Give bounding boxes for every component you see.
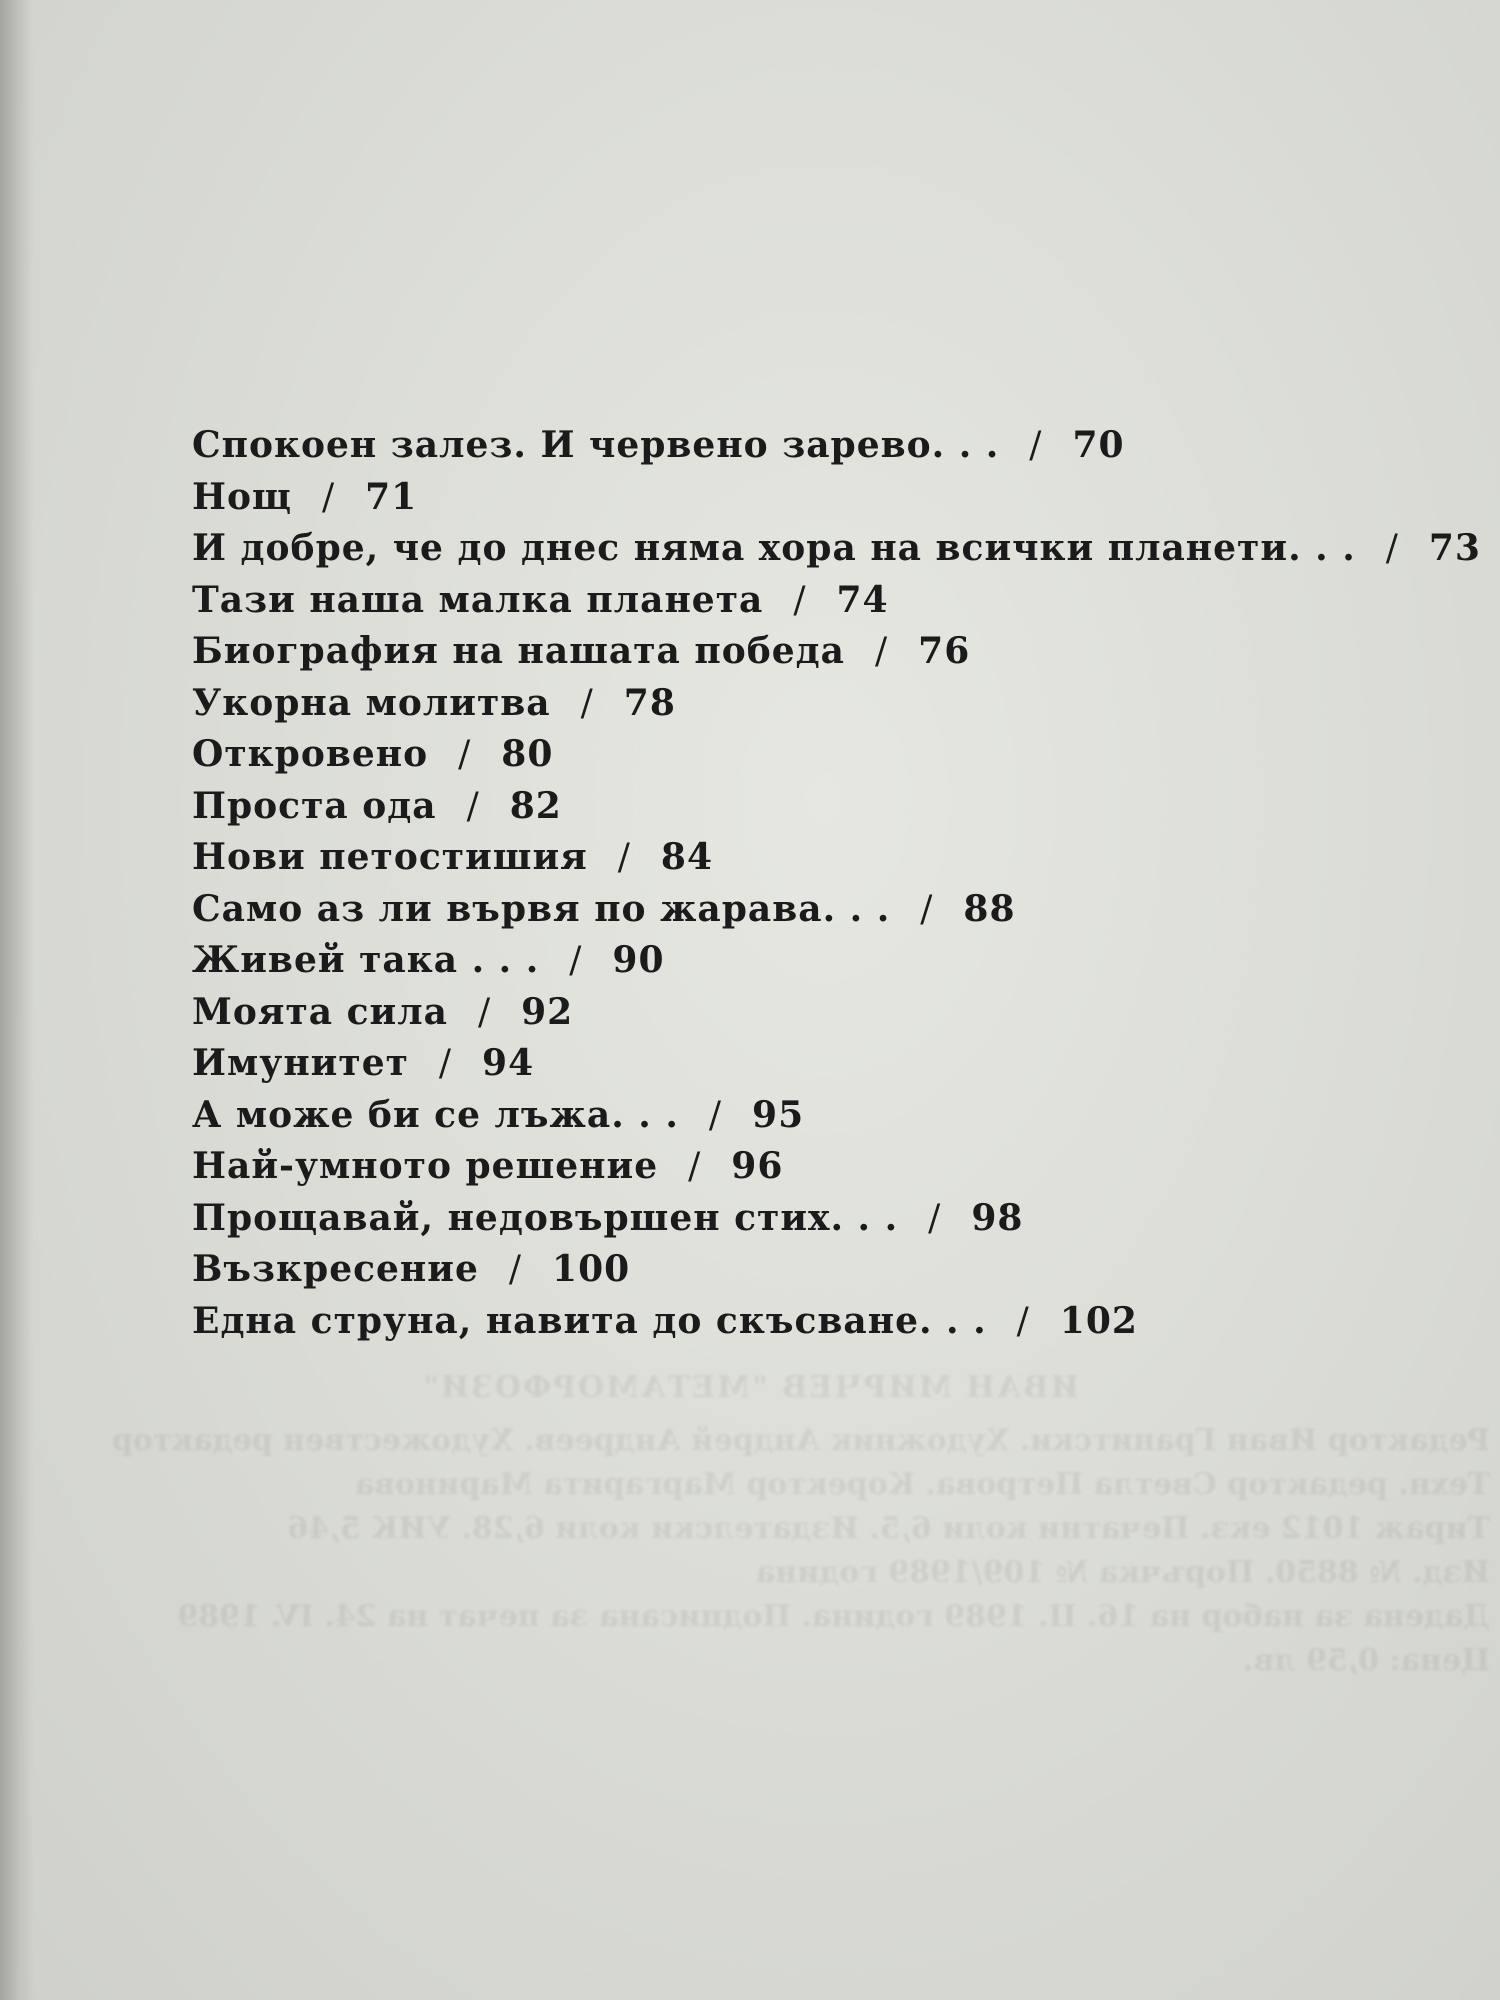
colophon-lines bbox=[10, 1419, 1490, 1683]
toc-entry-page-number: 96 bbox=[731, 1145, 784, 1187]
toc-entry-separator: / bbox=[569, 940, 583, 981]
toc-entry-separator: / bbox=[875, 631, 889, 672]
toc-entry bbox=[192, 420, 1481, 472]
toc-entry-separator: / bbox=[466, 785, 480, 827]
show-through-colophon bbox=[10, 1370, 1490, 1683]
toc-entry-page-number: 102 bbox=[1059, 1299, 1138, 1342]
toc-entry-page-number: 95 bbox=[752, 1093, 805, 1136]
toc-entry-title: Тази наша малка планета bbox=[192, 578, 764, 621]
colophon-line: Цена: 0,59 лв. bbox=[1243, 1643, 1490, 1678]
toc-entry-separator: / bbox=[928, 1197, 942, 1239]
colophon-line: Тираж 1012 екз. Печатни коли 6,5. Издателски коли 6,28. УИК 5,46 bbox=[287, 1511, 1490, 1546]
toc-entry-page-number: 94 bbox=[482, 1042, 535, 1084]
toc-entry bbox=[192, 1038, 1481, 1090]
toc-entry-page-number: 70 bbox=[1072, 424, 1125, 466]
toc-entry-page-number: 90 bbox=[612, 939, 665, 981]
toc-entry-separator: / bbox=[1385, 528, 1399, 569]
toc-entry-page-number: 88 bbox=[963, 887, 1016, 930]
toc-entry-separator: / bbox=[708, 1094, 723, 1136]
toc-entry-page-number: 76 bbox=[918, 630, 971, 672]
toc-entry bbox=[192, 729, 1481, 781]
toc-entry bbox=[192, 1296, 1481, 1348]
toc-entry-title: И добре, че до днес няма хора на всички планети. . . bbox=[192, 527, 1356, 569]
toc-entry bbox=[192, 575, 1481, 627]
colophon-line: Дадена за набор на 16. II. 1989 година. Подписана за печат на 24. IV. 1989 bbox=[177, 1599, 1490, 1634]
toc-entry-separator: / bbox=[321, 476, 336, 518]
toc-entry-separator: / bbox=[477, 991, 492, 1033]
toc-entry-separator: / bbox=[438, 1043, 453, 1084]
toc-entry-page-number: 71 bbox=[365, 475, 418, 518]
toc-entry-separator: / bbox=[920, 888, 934, 930]
toc-entry bbox=[192, 935, 1481, 987]
toc-entry-page-number: 73 bbox=[1428, 527, 1481, 569]
toc-entry-separator: / bbox=[458, 734, 472, 775]
toc-entry-separator: / bbox=[617, 837, 631, 878]
toc-entry bbox=[192, 1244, 1481, 1296]
toc-entry-title: Имунитет bbox=[192, 1042, 409, 1084]
toc-entry-page-number: 98 bbox=[971, 1196, 1024, 1239]
toc-entry bbox=[192, 523, 1481, 575]
toc-entry-page-number: 80 bbox=[501, 733, 554, 775]
toc-entry-page-number: 100 bbox=[552, 1248, 631, 1290]
toc-entry-title: Укорна молитва bbox=[192, 681, 551, 724]
toc-entry-title: Прощавай, недовършен стих. . . bbox=[192, 1196, 899, 1239]
colophon-line: Редактор Иван Гранитски. Художник Андрей Андреев. Художествен редактор bbox=[111, 1423, 1490, 1458]
toc-entry-title: Нови петостишия bbox=[192, 836, 588, 878]
toc-entry-title: Откровено bbox=[192, 733, 429, 775]
toc-entry-title: Възкресение bbox=[192, 1248, 479, 1290]
toc-entry-page-number: 78 bbox=[623, 681, 676, 724]
toc-entry bbox=[192, 832, 1481, 884]
toc-entry-title: Живей така . . . bbox=[192, 939, 540, 981]
toc-entry bbox=[192, 678, 1481, 730]
toc-entry-title: Проста ода bbox=[192, 784, 437, 827]
toc-entry bbox=[192, 1141, 1481, 1193]
toc-entry bbox=[192, 472, 1481, 524]
toc-entry bbox=[192, 884, 1481, 936]
toc-entry-title: Само аз ли вървя по жарава. . . bbox=[192, 887, 891, 930]
page-spine-shadow bbox=[0, 0, 34, 2000]
toc-entry-title: Нощ bbox=[192, 475, 292, 518]
toc-entry-title: А може би се лъжа. . . bbox=[192, 1093, 679, 1136]
toc-entry bbox=[192, 626, 1481, 678]
toc-entry-page-number: 84 bbox=[660, 836, 714, 878]
toc-entry bbox=[192, 781, 1481, 833]
toc-entry-separator: / bbox=[508, 1249, 523, 1290]
table-of-contents bbox=[192, 420, 1481, 1347]
colophon-line: Изд. № 8850. Поръчка № 109/1989 година bbox=[755, 1555, 1490, 1590]
toc-entry-title: Моята сила bbox=[192, 990, 448, 1033]
toc-entry bbox=[192, 987, 1481, 1039]
colophon-title: ИВАН МИРЧЕВ "МЕТАМОРФОЗИ" bbox=[421, 1370, 1079, 1405]
toc-entry-separator: / bbox=[580, 682, 594, 724]
toc-entry bbox=[192, 1193, 1481, 1245]
colophon-line: Техн. редактор Светла Петрова. Коректор Маргарита Маринова bbox=[354, 1467, 1490, 1502]
toc-entry-title: Спокоен залез. И червено зарево. . . bbox=[192, 424, 1000, 466]
toc-entry-separator: / bbox=[1016, 1300, 1030, 1342]
toc-entry-separator: / bbox=[793, 579, 807, 621]
toc-entry-title: Една струна, навита до скъсване. . . bbox=[192, 1299, 987, 1342]
toc-entry bbox=[192, 1090, 1481, 1142]
toc-entry-title: Биография на нашата победа bbox=[192, 630, 845, 672]
toc-entry-page-number: 74 bbox=[836, 578, 889, 621]
toc-entry-page-number: 82 bbox=[509, 784, 562, 827]
toc-entry-title: Най-умното решение bbox=[192, 1145, 659, 1187]
toc-entry-separator: / bbox=[688, 1146, 702, 1187]
toc-entry-page-number: 92 bbox=[521, 990, 574, 1033]
toc-entry-separator: / bbox=[1029, 425, 1043, 466]
